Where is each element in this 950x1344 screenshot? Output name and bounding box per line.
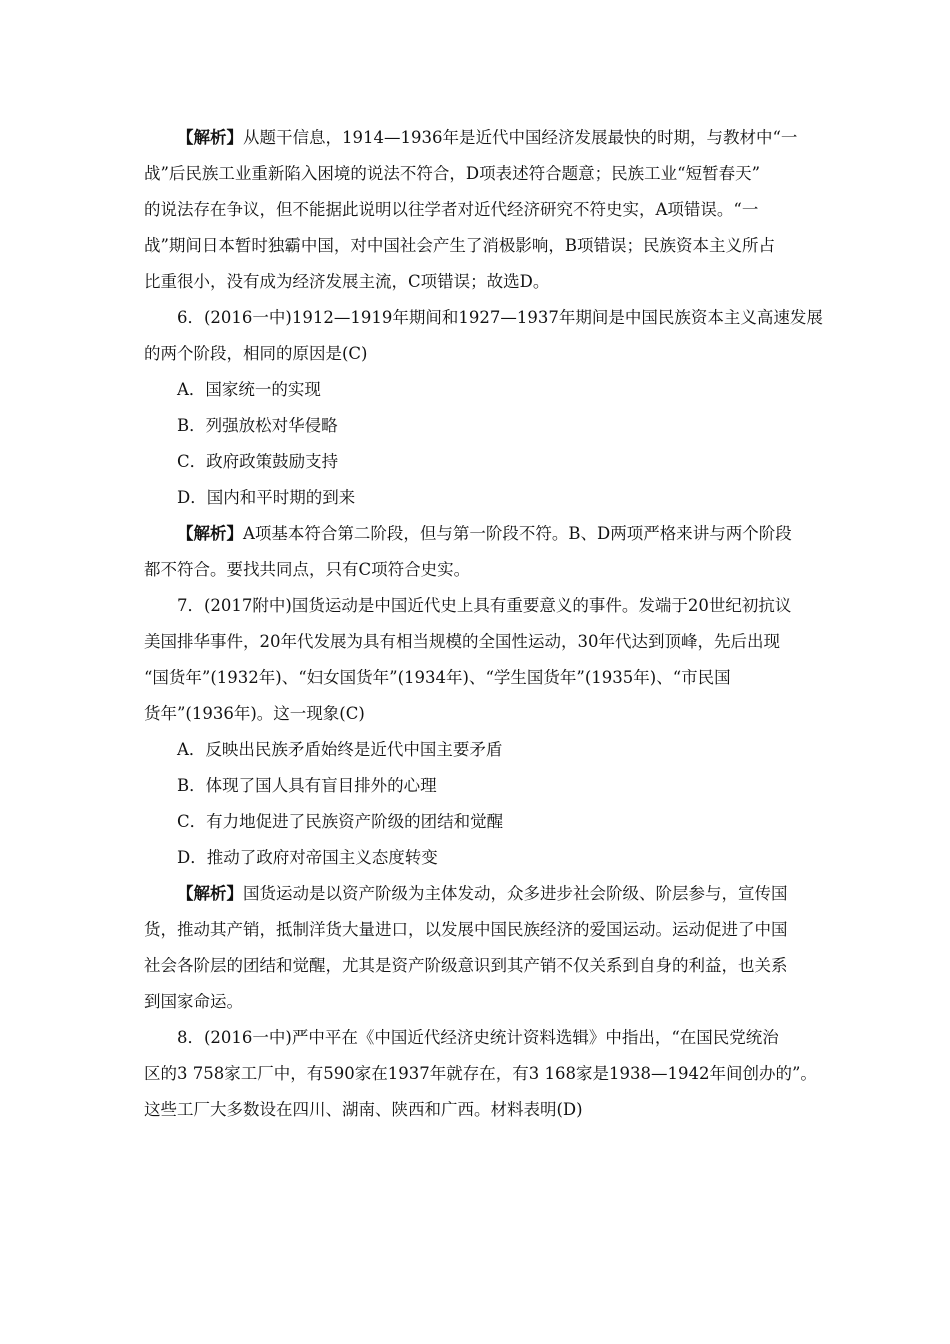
question-6-option-b: B．列强放松对华侵略 [177,416,338,435]
analysis-6-line-1: 【解析】A项基本符合第二阶段，但与第一阶段不符。B、D两项严格来讲与两个阶段 [177,524,792,543]
question-7-line-2: 美国排华事件，20年代发展为具有相当规模的全国性运动，30年代达到顶峰，先后出现 [144,632,780,651]
analysis-7-line-4: 到国家命运。 [144,992,243,1011]
document-page [144,120,844,1128]
analysis-7-line-2: 货，推动其产销，抵制洋货大量进口，以发展中国民族经济的爱国运动。运动促进了中国 [144,920,788,939]
analysis-5-line-5: 比重很小，没有成为经济发展主流，C项错误；故选D。 [144,272,550,291]
question-7-option-d: D．推动了政府对帝国主义态度转变 [177,848,438,867]
analysis-marker: 【解析】 [177,128,243,147]
question-6-option-d: D．国内和平时期的到来 [177,488,356,507]
question-7-option-b: B．体现了国人具有盲目排外的心理 [177,776,437,795]
question-6-option-a: A．国家统一的实现 [177,380,321,399]
analysis-5-line-3: 的说法存在争议，但不能据此说明以往学者对近代经济研究不符史实，A项错误。“一 [144,200,759,219]
analysis-5-line-2: 战”后民族工业重新陷入困境的说法不符合，D项表述符合题意；民族工业“短暂春天” [144,164,761,183]
question-6-line-1: 6．(2016一中)1912—1919年期间和1927—1937年期间是中国民族资本主义高速发展 [177,308,823,327]
analysis-6-line-2: 都不符合。要找共同点，只有C项符合史实。 [144,560,471,579]
analysis-5-line-1: 【解析】从题干信息，1914—1936年是近代中国经济发展最快的时期，与教材中“一 [177,128,798,147]
analysis-5-line-4: 战”期间日本暂时独霸中国，对中国社会产生了消极影响，B项错误；民族资本主义所占 [144,236,776,255]
question-6-option-c: C．政府政策鼓励支持 [177,452,339,471]
question-7-line-3: “国货年”(1932年)、“妇女国货年”(1934年)、“学生国货年”(1935年)、“市民国 [144,668,731,687]
question-7-option-c: C．有力地促进了民族资产阶级的团结和觉醒 [177,812,504,831]
question-8-line-1: 8．(2016一中)严中平在《中国近代经济史统计资料选辑》中指出，“在国民党统治 [177,1028,779,1047]
question-8-line-2: 区的3 758家工厂中，有590家在1937年就存在，有3 168家是1938—1942年间创办的”。 [144,1064,817,1083]
question-7-option-a: A．反映出民族矛盾始终是近代中国主要矛盾 [177,740,503,759]
question-7-line-1: 7．(2017附中)国货运动是中国近代史上具有重要意义的事件。发端于20世纪初抗议 [177,596,792,615]
question-8-line-3: 这些工厂大多数设在四川、湖南、陕西和广西。材料表明(D) [144,1100,583,1119]
analysis-7-line-1: 【解析】国货运动是以资产阶级为主体发动，众多进步社会阶级、阶层参与，宣传国 [177,884,788,903]
question-6-line-2: 的两个阶段，相同的原因是(C) [144,344,368,363]
analysis-7-line-3: 社会各阶层的团结和觉醒，尤其是资产阶级意识到其产销不仅关系到自身的利益，也关系 [144,956,788,975]
question-7-line-4: 货年”(1936年)。这一现象(C) [144,704,365,723]
analysis-marker: 【解析】 [177,524,243,543]
analysis-marker: 【解析】 [177,884,243,903]
